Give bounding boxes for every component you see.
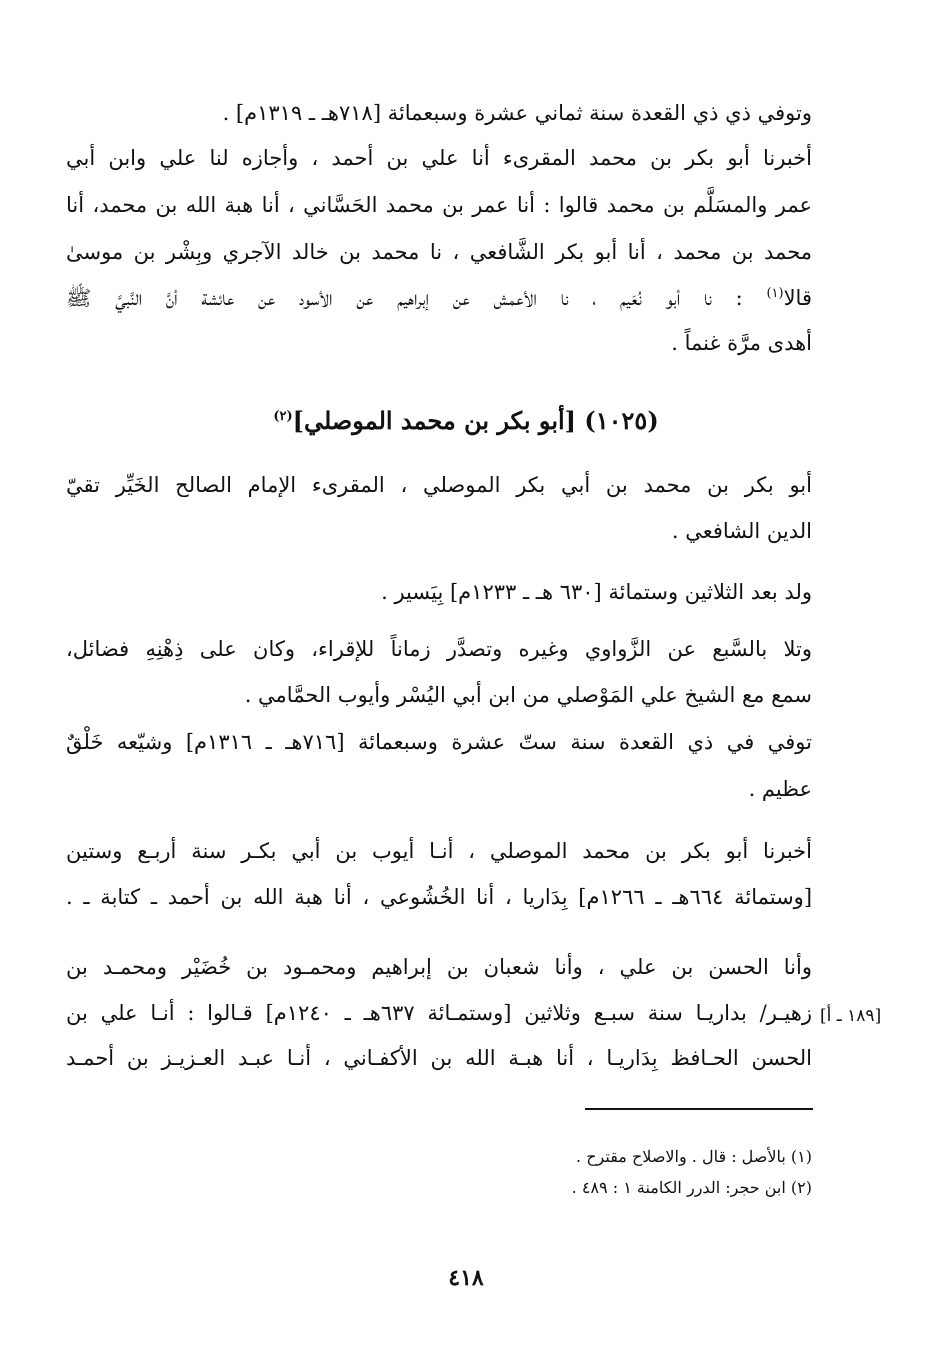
line-rest: : نا أبو نُعَيم ، نا الأعمش عن إبراهيم عن الأسود عن عائشة أنَّ النَّبيَّ ﷺ bbox=[66, 286, 767, 310]
paragraph-line: أهدى مرَّة غنماً . bbox=[671, 331, 812, 355]
paragraph-line: محمد بن محمد ، أنا أبو بكر الشَّافعي ، نا محمد بن خالد الآجري وبِشْر بن موسىٰ bbox=[66, 240, 812, 264]
paragraph-line bbox=[66, 283, 812, 313]
footnote-ref: (٢) bbox=[273, 409, 293, 424]
paragraph-line: أبو بكر بن محمد بن أبي بكر الموصلي ، المقرىء الإمام الصالح الخَيِّر تقيّ bbox=[66, 473, 812, 497]
paragraph-line: وتوفي ذي ذي القعدة سنة ثماني عشرة وسبعمائة [٧١٨هـ ـ ١٣١٩م] . bbox=[222, 101, 812, 125]
entry-heading-text: (١٠٢٥) [أبو بكر بن محمد الموصلي] bbox=[292, 406, 659, 435]
paragraph-line: وأنا الحسن بن علي ، وأنا شعبان بن إبراهيم ومحمـود بن خُضَيْر ومحمـد بن bbox=[66, 955, 812, 979]
paragraph-line: الحسن الحـافظ بِدَاريـا ، أنا هبـة الله بن الأكفـاني ، أنـا عبـد العـزيـز بن أحمـد bbox=[66, 1046, 812, 1070]
entry-heading bbox=[0, 405, 932, 437]
footnote-ref: (١) bbox=[766, 286, 784, 301]
footnote-divider bbox=[585, 1108, 813, 1110]
paragraph-line: زهيـر/ بداريـا سنة سبـع وثلاثين [وستمـائة ٦٣٧هـ ـ ١٢٤٠م] قـالوا : أنـا علي بن bbox=[66, 1001, 813, 1025]
paragraph-line: عمر والمسَلَّم بن محمد قالوا : أنا عمر بن محمد الحَسَّاني ، أنا هبة الله بن محمد، أنا bbox=[66, 193, 812, 217]
page-number: ٤١٨ bbox=[448, 1265, 484, 1291]
paragraph-line: أخبرنا أبو بكر بن محمد الموصلي ، أنـا أيوب بن أبي بكـر سنة أربـع وستين bbox=[66, 839, 812, 863]
paragraph-line: وتلا بالسَّبع عن الزَّواوي وغيره وتصدَّر زماناً للإقراء، وكان على ذِهْنِهِ فضائل، bbox=[66, 637, 812, 661]
paragraph-line: [وستمائة ٦٦٤هـ ـ ١٢٦٦م] بِدَاريا ، أنا الخُشُوعي ، أنا هبة الله بن أحمد ـ كتابة ـ . bbox=[66, 885, 813, 909]
footnote: (١) بالأصل : قال . والاصلاح مقترح . bbox=[576, 1147, 812, 1166]
paragraph-line: سمع مع الشيخ علي المَوْصلي من ابن أبي اليُسْر وأيوب الحمَّامي . bbox=[244, 683, 812, 707]
paragraph-line: ولد بعد الثلاثين وستمائة [٦٣٠ هـ ـ ١٢٣٣م] بِيَسير . bbox=[381, 580, 812, 604]
paragraph-line: عظيم . bbox=[748, 777, 812, 801]
folio-margin-note: [١٨٩ ـ أ] bbox=[820, 1006, 882, 1026]
line-start: قالا bbox=[783, 286, 812, 310]
paragraph-line: توفي في ذي القعدة سنة ستّ عشرة وسبعمائة [٧١٦هـ ـ ١٣١٦م] وشيّعه خَلْقٌ bbox=[66, 730, 812, 754]
paragraph-line: أخبرنا أبو بكر بن محمد المقرىء أنا علي بن أحمد ، وأجازه لنا علي وابن أبي bbox=[66, 146, 812, 170]
paragraph-line: الدين الشافعي . bbox=[671, 519, 812, 543]
footnote: (٢) ابن حجر: الدرر الكامنة ١ : ٤٨٩ . bbox=[571, 1178, 812, 1197]
